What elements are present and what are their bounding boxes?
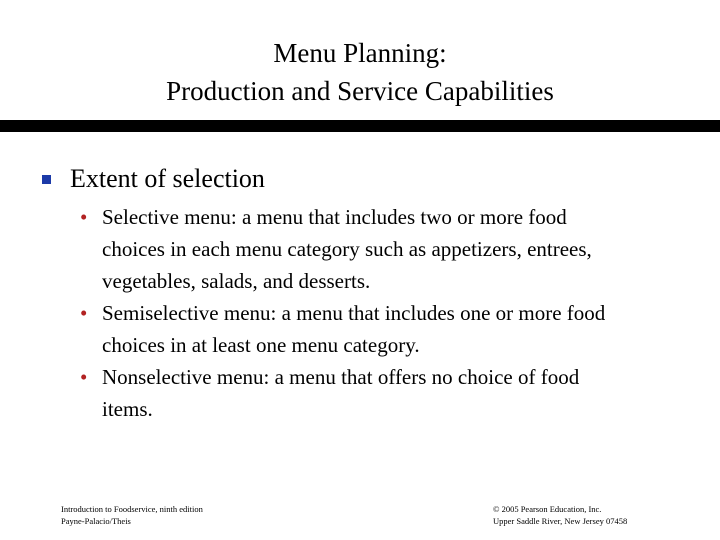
sub-bullet-line: Nonselective menu: a menu that offers no choice of food [102,365,580,389]
sub-bullet-item-nonselective [80,361,690,425]
main-bullet-text: Extent of selection [70,164,265,193]
title-line-1: Menu Planning: [273,38,447,68]
footer-copyright: © 2005 Pearson Education, Inc. [493,504,602,514]
dot-bullet-icon: • [80,301,88,325]
sub-bullet-line: items. [102,397,153,421]
slide-title [0,34,720,110]
sub-bullet-item-semiselective [80,297,690,361]
dot-bullet-icon: • [80,365,88,389]
sub-bullet-line: choices in at least one menu category. [102,333,420,357]
square-bullet-icon [42,175,51,184]
sub-bullet-line: vegetables, salads, and desserts. [102,269,371,293]
footer-right [493,503,627,527]
footer-publisher-location: Upper Saddle River, New Jersey 07458 [493,516,628,526]
sub-bullet-line: Selective menu: a menu that includes two or more food [102,205,567,229]
sub-bullet-item-selective [80,201,690,297]
sub-bullet-line: choices in each menu category such as appetizers, entrees, [102,237,592,261]
sub-bullet-list [80,201,690,425]
footer-left [61,503,203,527]
sub-bullet-line: Semiselective menu: a menu that includes one or more food [102,301,606,325]
footer-authors: Payne-Palacio/Theis [61,516,131,526]
title-line-2: Production and Service Capabilities [166,76,554,106]
title-divider [0,120,720,132]
dot-bullet-icon: • [80,205,88,229]
footer-book-title: Introduction to Foodservice, ninth edition [61,504,203,514]
